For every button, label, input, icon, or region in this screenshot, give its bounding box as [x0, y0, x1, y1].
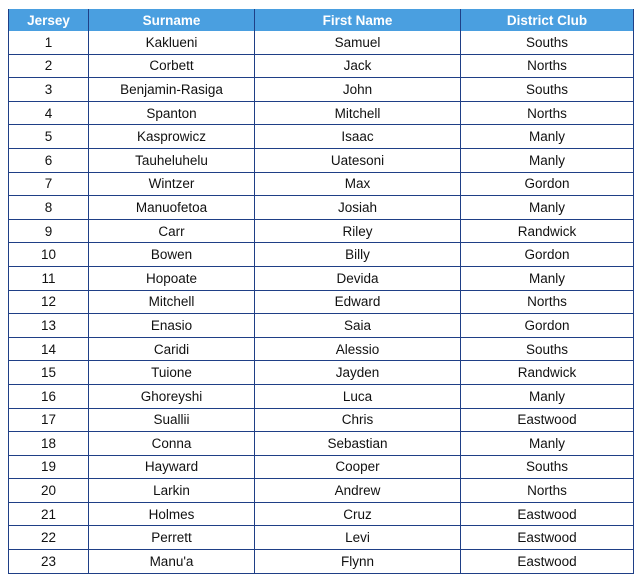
table-row [9, 266, 634, 290]
surname-cell: Conna [89, 432, 255, 456]
district-club-cell: Norths [461, 54, 634, 78]
district-club-cell: Eastwood [461, 408, 634, 432]
jersey-cell: 13 [9, 314, 89, 338]
surname-cell: Larkin [89, 479, 255, 503]
jersey-cell: 10 [9, 243, 89, 267]
district-club-cell: Gordon [461, 314, 634, 338]
jersey-cell: 7 [9, 172, 89, 196]
table-row [9, 337, 634, 361]
surname-cell: Caridi [89, 337, 255, 361]
surname-cell: Kaklueni [89, 31, 255, 54]
jersey-cell: 17 [9, 408, 89, 432]
jersey-cell: 2 [9, 54, 89, 78]
surname-cell: Tuione [89, 361, 255, 385]
column-header-first-name: First Name [255, 9, 461, 31]
jersey-cell: 8 [9, 196, 89, 220]
jersey-cell: 4 [9, 101, 89, 125]
first-name-cell: Jayden [255, 361, 461, 385]
table-row [9, 384, 634, 408]
first-name-cell: Mitchell [255, 101, 461, 125]
first-name-cell: Isaac [255, 125, 461, 149]
jersey-cell: 21 [9, 502, 89, 526]
first-name-cell: Cooper [255, 455, 461, 479]
surname-cell: Enasio [89, 314, 255, 338]
first-name-cell: Devida [255, 266, 461, 290]
jersey-cell: 16 [9, 384, 89, 408]
district-club-cell: Norths [461, 101, 634, 125]
first-name-cell: Saia [255, 314, 461, 338]
table-row [9, 432, 634, 456]
surname-cell: Hayward [89, 455, 255, 479]
table-header [9, 9, 634, 31]
first-name-cell: Luca [255, 384, 461, 408]
surname-cell: Tauheluhelu [89, 148, 255, 172]
jersey-cell: 12 [9, 290, 89, 314]
first-name-cell: Chris [255, 408, 461, 432]
surname-cell: Bowen [89, 243, 255, 267]
table-row [9, 290, 634, 314]
surname-cell: Benjamin-Rasiga [89, 78, 255, 102]
jersey-cell: 3 [9, 78, 89, 102]
table-row [9, 172, 634, 196]
table-row [9, 408, 634, 432]
first-name-cell: Uatesoni [255, 148, 461, 172]
surname-cell: Carr [89, 219, 255, 243]
surname-cell: Manu'a [89, 550, 255, 574]
surname-cell: Hopoate [89, 266, 255, 290]
district-club-cell: Manly [461, 384, 634, 408]
first-name-cell: Jack [255, 54, 461, 78]
surname-cell: Holmes [89, 502, 255, 526]
first-name-cell: Samuel [255, 31, 461, 54]
column-header-jersey: Jersey [9, 9, 89, 31]
table-body [9, 31, 634, 573]
first-name-cell: Cruz [255, 502, 461, 526]
table-row [9, 361, 634, 385]
jersey-cell: 11 [9, 266, 89, 290]
surname-cell: Corbett [89, 54, 255, 78]
district-club-cell: Souths [461, 31, 634, 54]
jersey-cell: 5 [9, 125, 89, 149]
jersey-cell: 9 [9, 219, 89, 243]
district-club-cell: Eastwood [461, 550, 634, 574]
table-row [9, 479, 634, 503]
table-row [9, 502, 634, 526]
first-name-cell: Billy [255, 243, 461, 267]
jersey-cell: 22 [9, 526, 89, 550]
district-club-cell: Souths [461, 455, 634, 479]
table-row [9, 148, 634, 172]
first-name-cell: Max [255, 172, 461, 196]
district-club-cell: Manly [461, 266, 634, 290]
district-club-cell: Souths [461, 78, 634, 102]
district-club-cell: Gordon [461, 172, 634, 196]
district-club-cell: Randwick [461, 219, 634, 243]
surname-cell: Manuofetoa [89, 196, 255, 220]
first-name-cell: Alessio [255, 337, 461, 361]
surname-cell: Wintzer [89, 172, 255, 196]
surname-cell: Suallii [89, 408, 255, 432]
table-row [9, 314, 634, 338]
surname-cell: Ghoreyshi [89, 384, 255, 408]
jersey-cell: 18 [9, 432, 89, 456]
jersey-cell: 20 [9, 479, 89, 503]
jersey-cell: 14 [9, 337, 89, 361]
district-club-cell: Randwick [461, 361, 634, 385]
first-name-cell: John [255, 78, 461, 102]
surname-cell: Perrett [89, 526, 255, 550]
first-name-cell: Andrew [255, 479, 461, 503]
table-row [9, 54, 634, 78]
surname-cell: Mitchell [89, 290, 255, 314]
first-name-cell: Josiah [255, 196, 461, 220]
first-name-cell: Riley [255, 219, 461, 243]
first-name-cell: Flynn [255, 550, 461, 574]
table-row [9, 78, 634, 102]
table-row [9, 125, 634, 149]
district-club-cell: Eastwood [461, 526, 634, 550]
district-club-cell: Gordon [461, 243, 634, 267]
table-row [9, 526, 634, 550]
column-header-district-club: District Club [461, 9, 634, 31]
district-club-cell: Eastwood [461, 502, 634, 526]
jersey-cell: 15 [9, 361, 89, 385]
district-club-cell: Norths [461, 290, 634, 314]
squad-table [8, 9, 634, 574]
first-name-cell: Sebastian [255, 432, 461, 456]
table-row [9, 243, 634, 267]
table-row [9, 219, 634, 243]
district-club-cell: Manly [461, 148, 634, 172]
district-club-cell: Souths [461, 337, 634, 361]
first-name-cell: Levi [255, 526, 461, 550]
surname-cell: Kasprowicz [89, 125, 255, 149]
table-row [9, 550, 634, 574]
district-club-cell: Manly [461, 196, 634, 220]
jersey-cell: 6 [9, 148, 89, 172]
first-name-cell: Edward [255, 290, 461, 314]
jersey-cell: 23 [9, 550, 89, 574]
district-club-cell: Manly [461, 125, 634, 149]
table-row [9, 196, 634, 220]
jersey-cell: 19 [9, 455, 89, 479]
table-row [9, 31, 634, 54]
header-row [9, 9, 634, 31]
table-row [9, 101, 634, 125]
district-club-cell: Norths [461, 479, 634, 503]
table-row [9, 455, 634, 479]
column-header-surname: Surname [89, 9, 255, 31]
jersey-cell: 1 [9, 31, 89, 54]
district-club-cell: Manly [461, 432, 634, 456]
surname-cell: Spanton [89, 101, 255, 125]
